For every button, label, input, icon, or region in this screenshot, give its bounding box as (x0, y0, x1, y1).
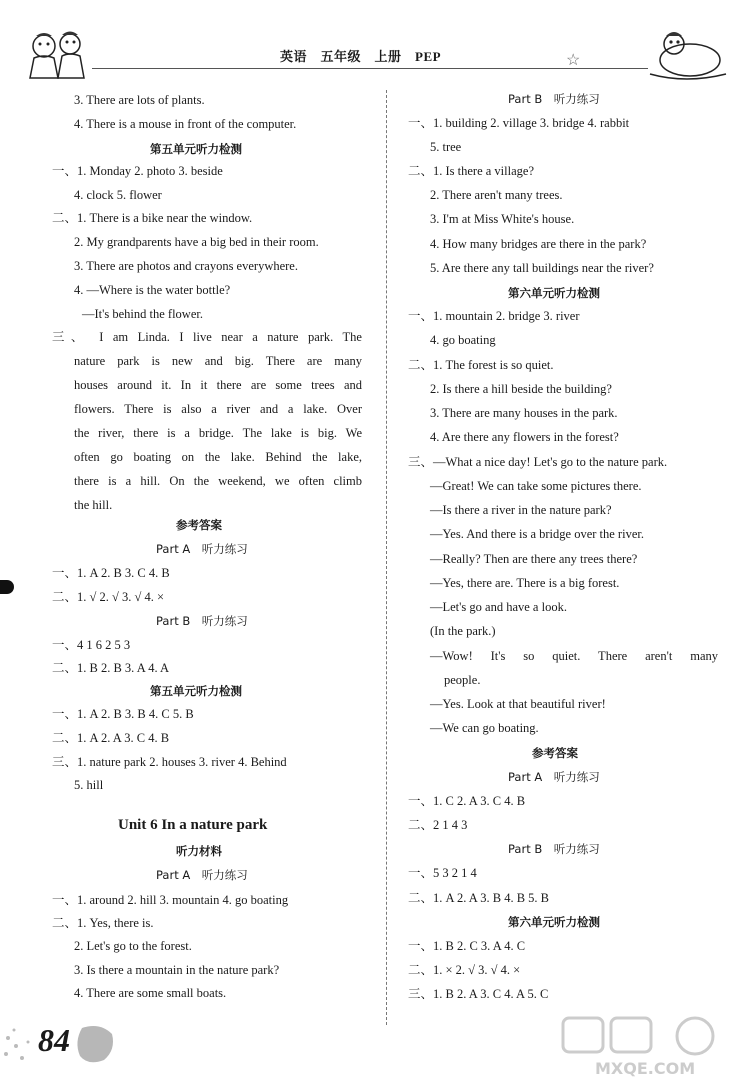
text-line: 三、 I am Linda. I live near a nature park. The (52, 330, 362, 344)
text-line: the river, there is a bridge. The lake is big. We (74, 426, 362, 440)
text-line: 二、1. The forest is so quiet. (408, 358, 554, 372)
text-line: —It's behind the flower. (82, 307, 203, 321)
text-line: 3. Is there a mountain in the nature park? (74, 963, 280, 977)
text-line: 三、1. nature park 2. houses 3. river 4. Behind (52, 755, 287, 769)
text-line: 2. Let's go to the forest. (74, 939, 192, 953)
text-line: 三、—What a nice day! Let's go to the nature park. (408, 455, 668, 469)
watermark-logo-icon (555, 1012, 745, 1082)
text-line: the hill. (74, 498, 113, 512)
page-header (0, 0, 750, 86)
text-line: —Great! We can take some pictures there. (430, 479, 642, 493)
svg-text:MXQE.COM: MXQE.COM (595, 1059, 696, 1078)
text-line: (In the park.) (430, 624, 496, 638)
text-line: nature park is new and big. There are many (74, 354, 362, 368)
animal-illustration-icon (640, 30, 732, 82)
section-heading: 参考答案 (532, 746, 578, 760)
text-line: 二、2 1 4 3 (408, 818, 468, 832)
text-line: 5. tree (430, 140, 462, 154)
text-line: 一、4 1 6 2 5 3 (52, 638, 131, 652)
text-line: —Yes, there are. There is a big forest. (430, 576, 620, 590)
text-line: often go boating on the lake. Behind the lake, (74, 450, 362, 464)
text-line: 3. There are many houses in the park. (430, 406, 618, 420)
text-line: 4. There is a mouse in front of the computer. (74, 117, 297, 131)
text-line: 4. There are some small boats. (74, 986, 227, 1000)
text-line: there is a hill. On the weekend, we often climb (74, 474, 362, 488)
page-edge-tab (0, 580, 14, 594)
text-line: 4. clock 5. flower (74, 188, 162, 202)
text-line: 2. There aren't many trees. (430, 188, 563, 202)
text-line: —Really? Then are there any trees there? (430, 552, 638, 566)
text-line: 一、1. building 2. village 3. bridge 4. rabbit (408, 116, 630, 130)
section-heading: 第五单元听力检测 (150, 684, 242, 698)
text-line: 二、1. √ 2. √ 3. √ 4. × (52, 590, 165, 604)
text-line: 3. There are photos and crayons everywhere. (74, 259, 298, 273)
text-line: 5. Are there any tall buildings near the river? (430, 261, 654, 275)
part-heading: Part A 听力练习 (156, 542, 248, 556)
text-line: houses around it. In it there are some trees and (74, 378, 362, 392)
text-line: 2. Is there a hill beside the building? (430, 382, 612, 396)
text-line: 4. How many bridges are there in the park? (430, 237, 647, 251)
text-line: 二、1. There is a bike near the window. (52, 211, 253, 225)
text-line: 一、1. mountain 2. bridge 3. river (408, 309, 580, 323)
text-line: 二、1. A 2. A 3. C 4. B (52, 731, 170, 745)
text-line: 二、1. Is there a village? (408, 164, 534, 178)
book-title: 英语 五年级 上册 PEP (280, 49, 442, 64)
text-line: 一、1. A 2. B 3. B 4. C 5. B (52, 707, 194, 721)
text-line: 三、1. B 2. A 3. C 4. A 5. C (408, 987, 549, 1001)
text-line: 二、1. A 2. A 3. B 4. B 5. B (408, 891, 549, 905)
section-heading: 第六单元听力检测 (508, 286, 600, 300)
text-line: 二、1. B 2. B 3. A 4. A (52, 661, 170, 675)
section-heading: 第六单元听力检测 (508, 915, 600, 929)
text-line: people. (444, 673, 481, 687)
text-line: 4. —Where is the water bottle? (74, 283, 231, 297)
text-line: —Is there a river in the nature park? (430, 503, 612, 517)
unit-title: Unit 6 In a nature park (118, 817, 268, 833)
part-heading: Part A 听力练习 (508, 770, 600, 784)
text-line: 一、1. B 2. C 3. A 4. C (408, 939, 526, 953)
part-heading: Part B 听力练习 (156, 614, 248, 628)
column-divider (386, 90, 387, 1025)
part-heading: Part B 听力练习 (508, 842, 600, 856)
text-line: 一、5 3 2 1 4 (408, 866, 477, 880)
text-line: 二、1. Yes, there is. (52, 916, 154, 930)
text-line: —Yes. Look at that beautiful river! (430, 697, 606, 711)
text-line: 4. go boating (430, 333, 496, 347)
section-heading: 第五单元听力检测 (150, 142, 242, 156)
text-line: —Let's go and have a look. (430, 600, 567, 614)
text-line: 一、1. A 2. B 3. C 4. B (52, 566, 170, 580)
section-heading: 听力材料 (176, 844, 222, 858)
text-line: 3. I'm at Miss White's house. (430, 212, 575, 226)
part-heading: Part B 听力练习 (508, 92, 600, 106)
star-icon: ☆ (566, 50, 581, 69)
section-heading: 参考答案 (176, 518, 222, 532)
text-line: 二、1. × 2. √ 3. √ 4. × (408, 963, 521, 977)
text-line: —Wow! It's so quiet. There aren't many (430, 649, 718, 663)
kids-illustration-icon (22, 28, 98, 82)
text-line: flowers. There is also a river and a lake. Over (74, 402, 362, 416)
text-line: 5. hill (74, 778, 104, 792)
text-line: 3. There are lots of plants. (74, 93, 205, 107)
part-heading: Part A 听力练习 (156, 868, 248, 882)
text-line: 一、1. Monday 2. photo 3. beside (52, 164, 223, 178)
text-line: 一、1. around 2. hill 3. mountain 4. go boating (52, 893, 289, 907)
header-rule (92, 68, 648, 69)
text-line: 2. My grandparents have a big bed in their room. (74, 235, 319, 249)
text-line: —We can go boating. (430, 721, 539, 735)
text-line: 4. Are there any flowers in the forest? (430, 430, 619, 444)
text-line: —Yes. And there is a bridge over the river. (430, 527, 644, 541)
text-line: 一、1. C 2. A 3. C 4. B (408, 794, 526, 808)
page-number: 84 (38, 1022, 70, 1058)
